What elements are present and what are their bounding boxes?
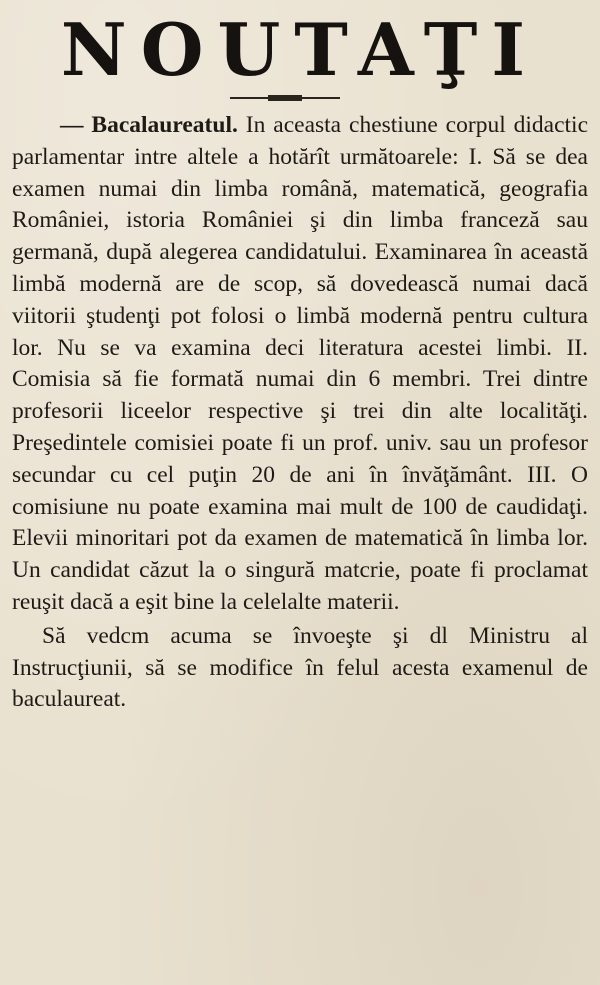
divider-ornament — [268, 95, 302, 101]
headline-divider — [230, 94, 340, 102]
article-lead-title: Bacalaureatul. — [91, 112, 238, 138]
article-paragraph-2: Să vedcm acuma se învoeşte şi dl Ministru al Instrucţiunii, să se modifice în felul acesta examenul de baculaureat. — [12, 622, 588, 713]
article-paragraph-1-text: In aceasta chestiune corpul didactic parlamentar intre altele a hotărît următoarele: I. Să se dea examen numai din limba română, matematică, geografia României, istoria României şi din limba franceză sau germană, după alegerea candidatului. Examinarea în această limbă modernă are de scop, să dovedească numai dacă viitorii ştudenţi pot folosi o limbă modernă pentru cultura lor. Nu se va examina deci literatura acestei limbi. II. Comisia să fie formată numai din 6 membri. Trei dintre profesorii liceelor respective şi trei din alte localităţi. Preşedintele comisiei poate fi un prof. univ. sau un profesor secundar cu cel puţin 20 de ani în învăţământ. III. O comisiune nu poate examina mai mult de 100 de caudidaţi. Elevii minoritari pot da examen de matematică în limba lor. Un candidat căzut la o singură matcrie, poate fi proclamat reuşit dacă a eşit bine la celelalte materii. — [12, 112, 589, 615]
article-body — [12, 110, 588, 716]
article-dash: — — [60, 112, 84, 138]
headline: NOUTAŢI — [60, 7, 540, 92]
article-paragraph-1 — [12, 110, 588, 619]
